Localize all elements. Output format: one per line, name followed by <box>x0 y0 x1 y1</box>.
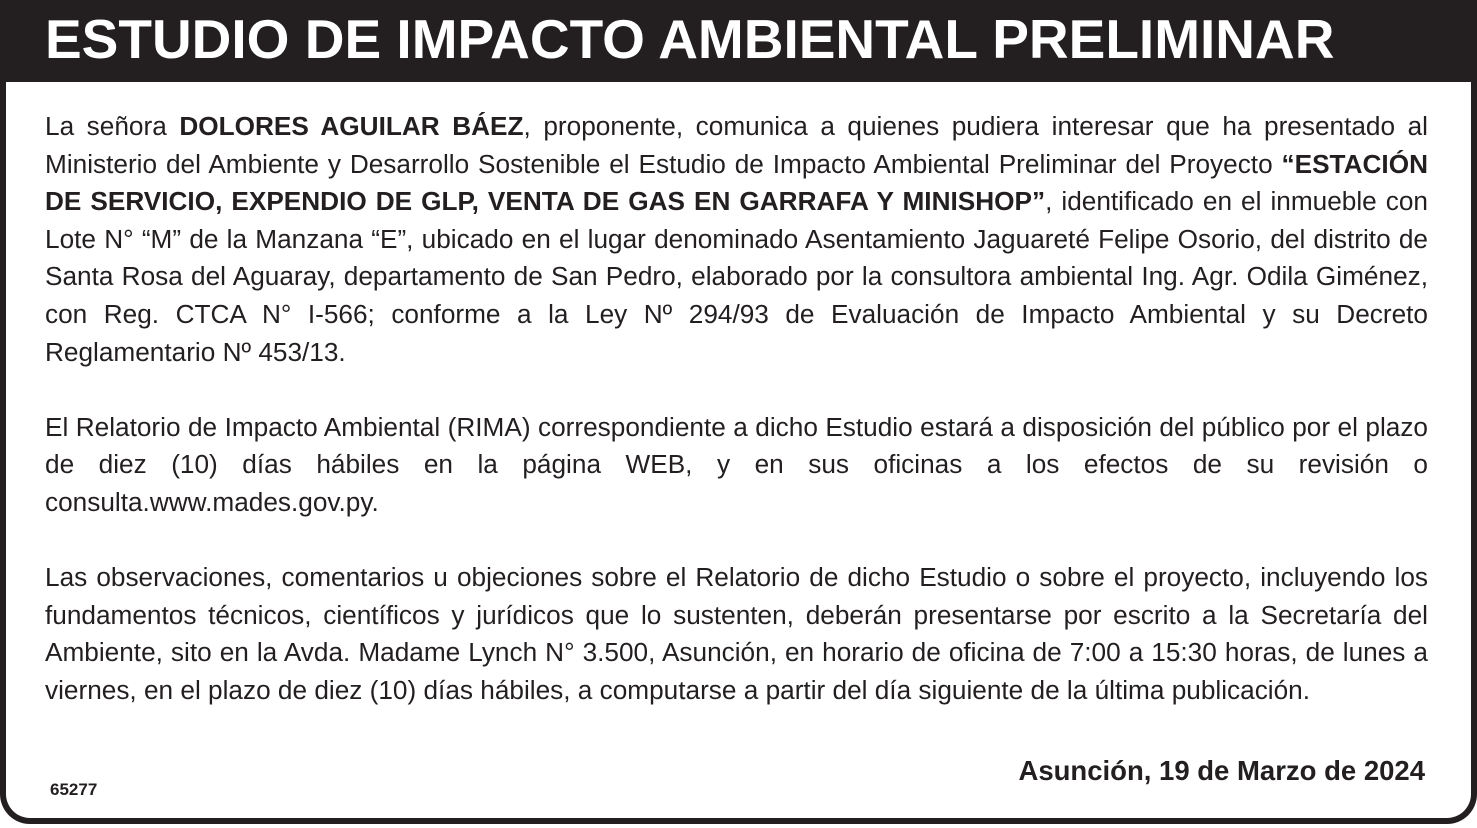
project-name: “ESTACIÓN DE SERVICIO, EXPENDIO DE GLP, VENTA DE GAS EN GARRAFA Y MINISHOP” <box>45 148 1428 217</box>
notice-title: ESTUDIO DE IMPACTO AMBIENTAL PRELIMINAR <box>45 8 1335 70</box>
paragraph-announcement <box>45 108 1428 371</box>
paragraph-text-a: , proponente, comunica a quienes pudiera interesar que ha presentado al Ministerio del Ambiente y Desarrollo Sostenible el Estudio de Impacto Ambiental Preliminar del Proyecto <box>45 111 1428 179</box>
paragraph-rima-availability: El Relatorio de Impacto Ambiental (RIMA) correspondiente a dicho Estudio estará a disposición del público por el plazo de diez (10) días hábiles en la página WEB, y en sus oficinas a los efectos de su revisión o consulta.www.mades.gov.py. <box>45 411 1428 517</box>
paragraph-observations: Las observaciones, comentarios u objeciones sobre el Relatorio de dicho Estudio o sobre el proyecto, incluyendo los fundamentos técnicos, científicos y jurídicos que lo sustenten, deberán presentarse por escrito a la Secretaría del Ambiente, sito en la Avda. Madame Lynch N° 3.500, Asunción, en horario de oficina de 7:00 a 15:30 horas, de lunes a viernes, en el plazo de diez (10) días hábiles, a computarse a partir del día siguiente de la última publicación. <box>45 562 1428 705</box>
paragraph-text-b: , identificado en el inmueble con Lote N° “M” de la Manzana “E”, ubicado en el lugar denominado Asentamiento Jaguareté Felipe Osorio, del distrito de Santa Rosa del Aguaray, departamento de San Pedro, elaborado por la consultora ambiental Ing. Agr. Odila Giménez, con Reg. CTCA N° I-566; conforme a la Ley Nº 294/93 de Evaluación de Impacto Ambiental y su Decreto Reglamentario Nº 453/13. <box>45 186 1428 367</box>
paragraph-intro: La señora <box>45 111 180 141</box>
notice-body <box>45 108 1428 710</box>
ad-code: 65277 <box>50 780 98 799</box>
notice-header <box>0 0 1477 82</box>
publication-date: Asunción, 19 de Marzo de 2024 <box>1018 755 1425 786</box>
proponent-name: DOLORES AGUILAR BÁEZ <box>179 111 524 141</box>
